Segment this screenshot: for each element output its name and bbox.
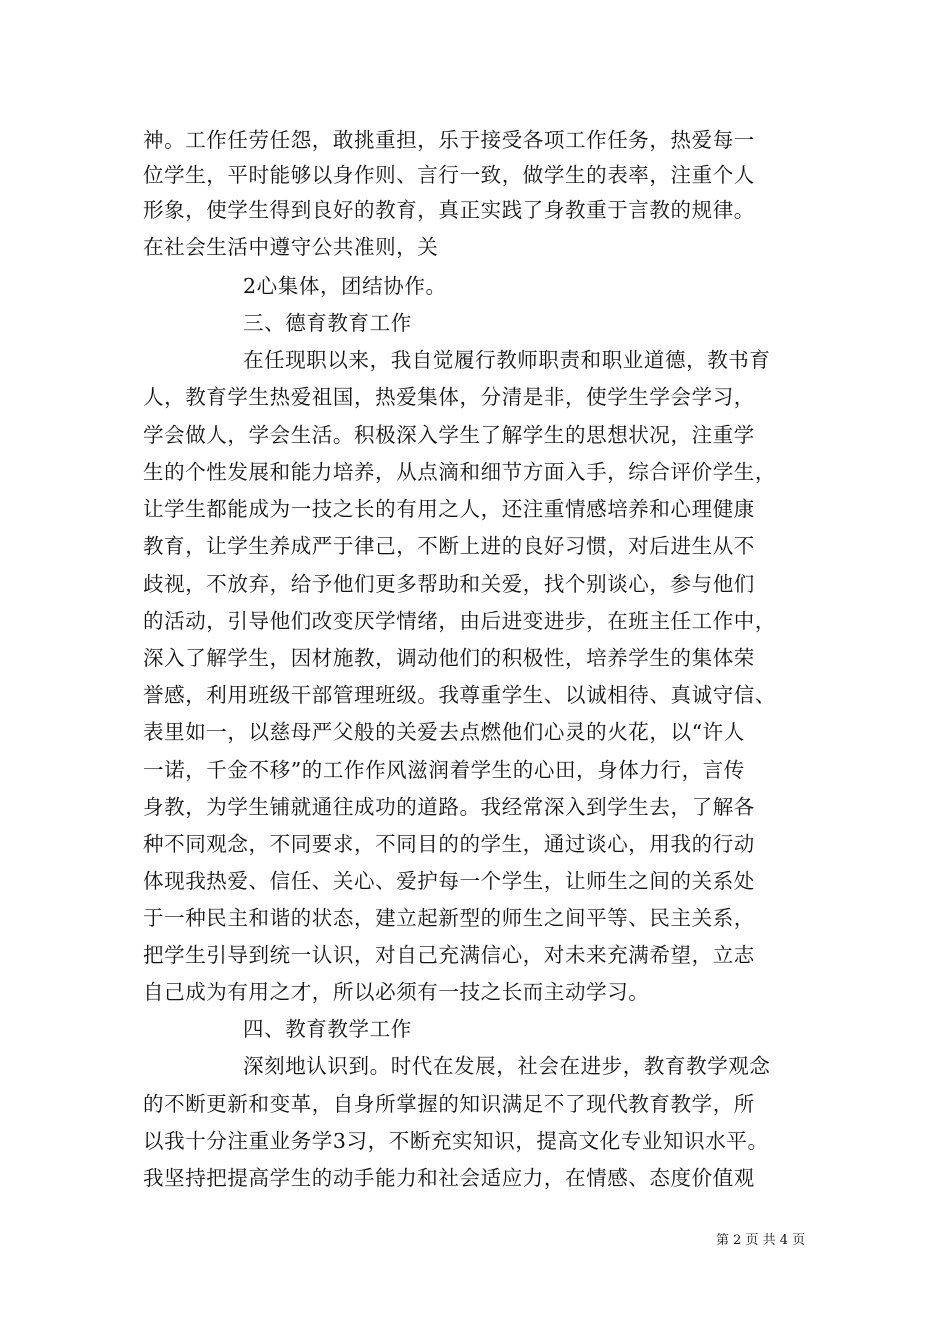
text-line: 以我十分注重业务学3习，不断充实知识，提高文化专业知识水平。 [143,1129,769,1153]
paragraph-first-line: 在任现职以来，我自觉履行教师职责和职业道德，教书育 [243,348,771,372]
text-line: 在社会生活中遵守公共准则，关 [143,235,439,259]
text-line: 形象，使学生得到良好的教育，真正实践了身教重于言教的规律。 [143,198,755,222]
page-number-footer: 第 2 页 共 4 页 [716,1233,806,1248]
text-line: 一诺，千金不移”的工作作风滋润着学生的心田，身体力行，言传 [143,758,745,782]
section-heading: 三、德育教育工作 [243,311,412,335]
paragraph-first-line: 深刻地认识到。时代在发展，社会在进步，教育教学观念 [243,1054,771,1078]
text-line: 于一种民主和谐的状态，建立起新型的师生之间平等、民主关系， [143,906,755,930]
text-line: 神。工作任劳任怨，敢挑重担，乐于接受各项工作任务，热爱每一 [143,128,755,152]
text-line: 种不同观念，不同要求，不同目的的学生，通过谈心，用我的行动 [143,832,755,856]
text-line: 学会做人，学会生活。积极深入学生了解学生的思想状况，注重学 [143,423,755,447]
text-line: 人，教育学生热爱祖国，热爱集体，分清是非，使学生学会学习， [143,385,755,409]
text-line: 身教，为学生铺就通往成功的道路。我经常深入到学生去，了解各 [143,795,755,819]
text-line: 誉感，利用班级干部管理班级。我尊重学生、以诚相待、真诚守信、 [143,683,776,707]
text-line: 我坚持把提高学生的动手能力和社会适应力，在情感、态度价值观 [143,1166,755,1190]
text-line: 把学生引导到统一认识，对自己充满信心，对未来充满希望，立志 [143,943,755,967]
text-line: 位学生，平时能够以身作则、言行一致，做学生的表率，注重个人 [143,163,755,187]
text-line: 2心集体，团结协作。 [243,274,447,298]
text-line: 让学生都能成为一技之长的有用之人，还注重情感培养和心理健康 [143,497,755,521]
text-line: 的不断更新和变革，自身所掌握的知识满足不了现代教育教学，所 [143,1092,755,1116]
text-line: 的活动，引导他们改变厌学情绪，由后进变进步，在班主任工作中， [143,609,776,633]
text-line: 教育，让学生养成严于律己，不断上进的良好习惯，对后进生从不 [143,534,755,558]
text-line: 自己成为有用之才，所以必须有一技之长而主动学习。 [143,980,650,1004]
text-line: 表里如一，以慈母严父般的关爱去点燃他们心灵的火花，以“许人 [143,720,745,744]
text-line: 体现我热爱、信任、关心、爱护每一个学生，让师生之间的关系处 [143,869,755,893]
section-heading: 四、教育教学工作 [243,1017,412,1041]
text-line: 深入了解学生，因材施教，调动他们的积极性，培养学生的集体荣 [143,646,755,670]
text-line: 歧视，不放弃，给予他们更多帮助和关爱，找个别谈心，参与他们 [143,572,755,596]
text-line: 生的个性发展和能力培养，从点滴和细节方面入手，综合评价学生， [143,460,776,484]
